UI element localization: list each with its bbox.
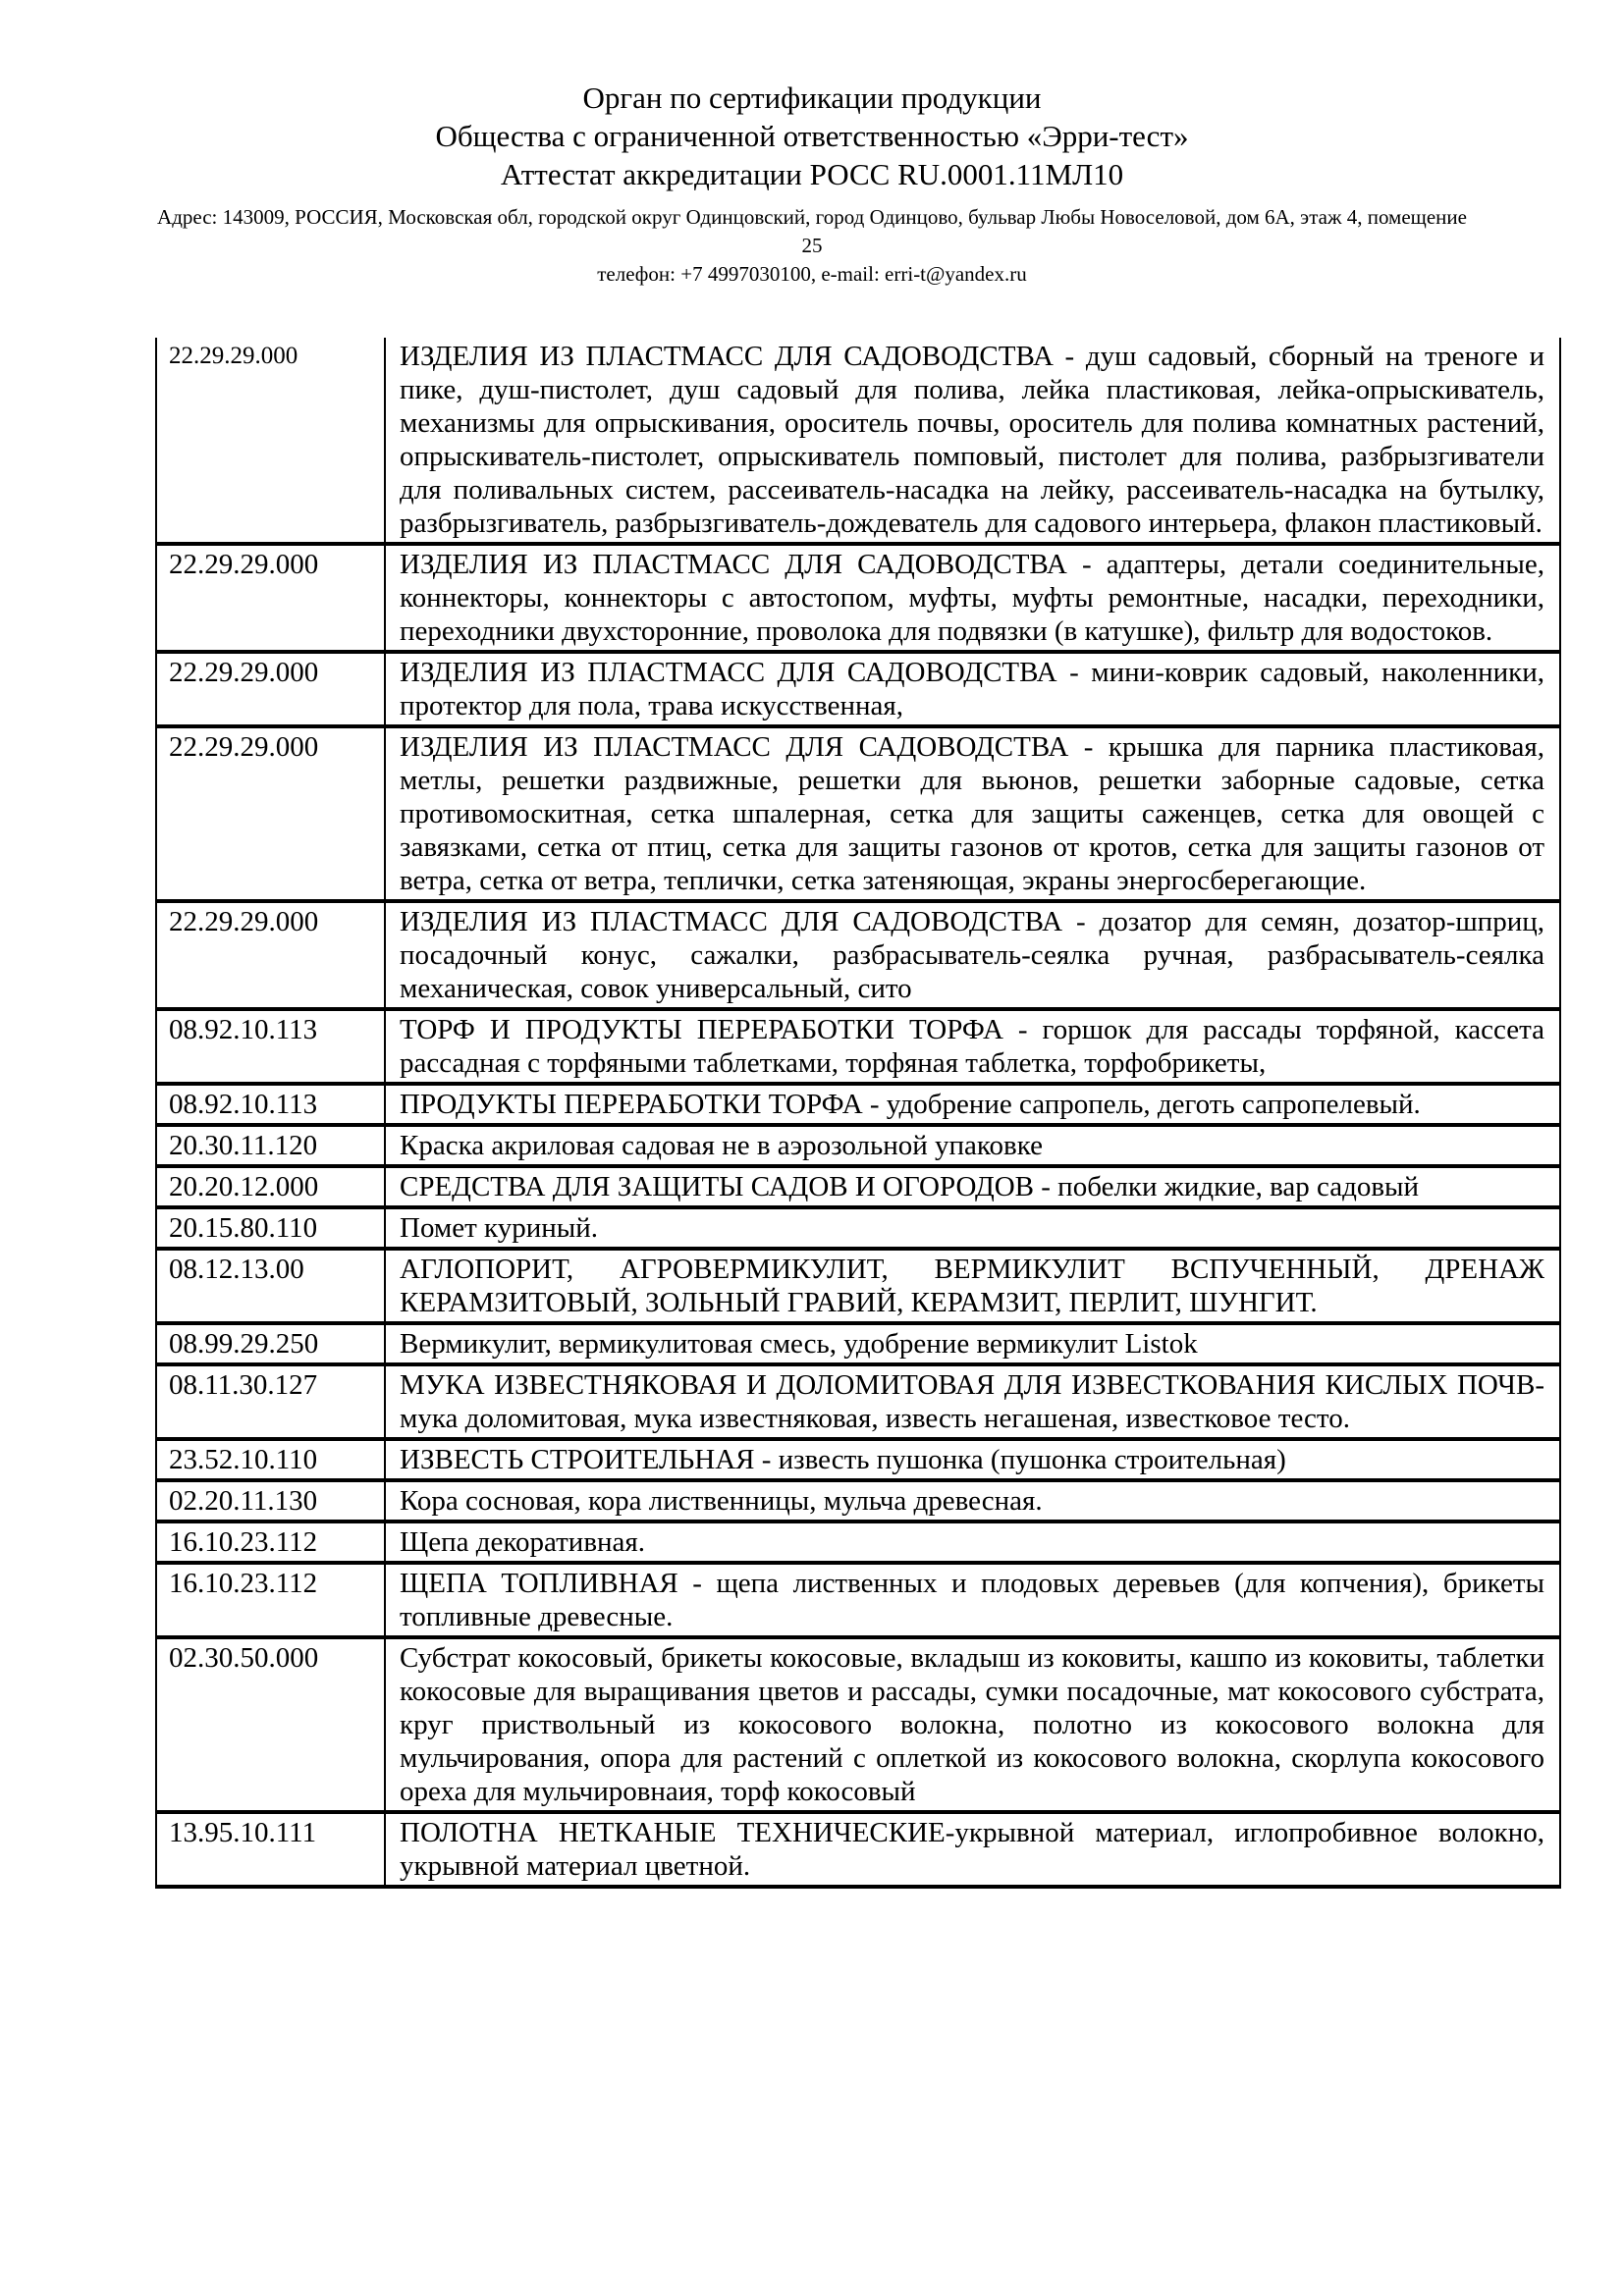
product-code-cell: 23.52.10.110 bbox=[155, 1441, 386, 1478]
table-row bbox=[155, 1247, 1561, 1321]
product-code-cell: 13.95.10.111 bbox=[155, 1814, 386, 1885]
table-row bbox=[155, 1635, 1561, 1810]
product-code-cell: 16.10.23.112 bbox=[155, 1565, 386, 1635]
product-code-cell: 20.15.80.110 bbox=[155, 1209, 386, 1247]
product-code-cell: 22.29.29.000 bbox=[155, 903, 386, 1007]
table-row bbox=[155, 1164, 1561, 1205]
header-org-name: Общества с ограниченной ответственностью «Эрри-тест» bbox=[435, 119, 1189, 153]
table-row bbox=[155, 724, 1561, 899]
table-row bbox=[155, 650, 1561, 724]
table-row bbox=[155, 1007, 1561, 1082]
product-description-cell: ПОЛОТНА НЕТКАНЫЕ ТЕХНИЧЕСКИЕ-укрывной материал, иглопробивное волокно, укрывной материал цветной. bbox=[386, 1814, 1561, 1885]
table-row bbox=[155, 1810, 1561, 1885]
product-code-cell: 22.29.29.000 bbox=[155, 546, 386, 650]
table-row bbox=[155, 1561, 1561, 1635]
table-row bbox=[155, 1478, 1561, 1520]
table-row bbox=[155, 1437, 1561, 1478]
product-description-cell: Щепа декоративная. bbox=[386, 1523, 1561, 1561]
table-row bbox=[155, 1520, 1561, 1561]
document-header bbox=[0, 79, 1624, 289]
product-code-cell: 22.29.29.000 bbox=[155, 338, 386, 542]
product-description-cell: ИЗДЕЛИЯ ИЗ ПЛАСТМАСС ДЛЯ САДОВОДСТВА - дозатор для семян, дозатор-шприц, посадочный конус, сажалки, разбрасыватель-сеялка ручная, разбрасыватель-сеялка механическая, совок универсальный, сито bbox=[386, 903, 1561, 1007]
product-description-cell: Вермикулит, вермикулитовая смесь, удобрение вермикулит Listok bbox=[386, 1325, 1561, 1362]
table-row bbox=[155, 1205, 1561, 1247]
table-row bbox=[155, 542, 1561, 650]
product-code-cell: 02.20.11.130 bbox=[155, 1482, 386, 1520]
product-code-cell: 20.20.12.000 bbox=[155, 1168, 386, 1205]
product-code-cell: 08.12.13.00 bbox=[155, 1251, 386, 1321]
product-description-cell: ИЗВЕСТЬ СТРОИТЕЛЬНАЯ - известь пушонка (пушонка строительная) bbox=[386, 1441, 1561, 1478]
table-row bbox=[155, 1362, 1561, 1437]
product-code-cell: 16.10.23.112 bbox=[155, 1523, 386, 1561]
header-address: Адрес: 143009, РОССИЯ, Московская обл, городской округ Одинцовский, город Одинцово, бульвар Любы Новоселовой, дом 6А, этаж 4, помещение 25 bbox=[157, 205, 1467, 257]
product-code-cell: 22.29.29.000 bbox=[155, 654, 386, 724]
product-description-cell: Помет куриный. bbox=[386, 1209, 1561, 1247]
product-description-cell: ИЗДЕЛИЯ ИЗ ПЛАСТМАСС ДЛЯ САДОВОДСТВА - крышка для парника пластиковая, метлы, решетки раздвижные, решетки для вьюнов, решетки заборные садовые, сетка противомоскитная, сетка шпалерная, сетка для защиты саженцев, сетка для овощей с завязками, сетка от птиц, сетка для защиты газонов от кротов, сетка для защиты газонов от ветра, сетка от ветра, теплички, сетка затеняющая, экраны энергосберегающие. bbox=[386, 728, 1561, 899]
product-code-cell: 08.92.10.113 bbox=[155, 1086, 386, 1123]
table-row bbox=[155, 1123, 1561, 1164]
product-description-cell: МУКА ИЗВЕСТНЯКОВАЯ И ДОЛОМИТОВАЯ ДЛЯ ИЗВЕСТКОВАНИЯ КИСЛЫХ ПОЧВ-мука доломитовая, мука известняковая, известь негашеная, известковое тесто. bbox=[386, 1366, 1561, 1437]
product-code-cell: 20.30.11.120 bbox=[155, 1127, 386, 1164]
header-org-type: Орган по сертификации продукции bbox=[582, 80, 1042, 115]
table-row bbox=[155, 1321, 1561, 1362]
product-description-cell: Субстрат кокосовый, брикеты кокосовые, вкладыш из коковиты, кашпо из коковиты, таблетки кокосовые для выращивания цветов и рассады, сумки посадочные, мат кокосового субстрата, круг приствольный из кокосового волокна, полотно из кокосового волокна для мульчирования, опора для растений с оплеткой из кокосового волокна, скорлупа кокосового ореха для мульчировнаия, торф кокосовый bbox=[386, 1639, 1561, 1810]
product-description-cell: Краска акриловая садовая не в аэрозольной упаковке bbox=[386, 1127, 1561, 1164]
header-contact-block bbox=[0, 203, 1624, 289]
product-code-cell: 08.92.10.113 bbox=[155, 1011, 386, 1082]
product-code-cell: 02.30.50.000 bbox=[155, 1639, 386, 1810]
product-description-cell: ТОРФ И ПРОДУКТЫ ПЕРЕРАБОТКИ ТОРФА - горшок для рассады торфяной, кассета рассадная с торфяными таблетками, торфяная таблетка, торфобрикеты, bbox=[386, 1011, 1561, 1082]
product-description-cell: ЩЕПА ТОПЛИВНАЯ - щепа лиственных и плодовых деревьев (для копчения), брикеты топливные древесные. bbox=[386, 1565, 1561, 1635]
product-description-cell: АГЛОПОРИТ, АГРОВЕРМИКУЛИТ, ВЕРМИКУЛИТ ВСПУЧЕННЫЙ, ДРЕНАЖ КЕРАМЗИТОВЫЙ, ЗОЛЬНЫЙ ГРАВИЙ, КЕРАМЗИТ, ПЕРЛИТ, ШУНГИТ. bbox=[386, 1251, 1561, 1321]
product-description-cell: ПРОДУКТЫ ПЕРЕРАБОТКИ ТОРФА - удобрение сапропель, деготь сапропелевый. bbox=[386, 1086, 1561, 1123]
header-accreditation-number: Аттестат аккредитации РОСС RU.0001.11МЛ10 bbox=[500, 157, 1124, 191]
product-description-cell: Кора сосновая, кора лиственницы, мульча древесная. bbox=[386, 1482, 1561, 1520]
product-code-cell: 08.11.30.127 bbox=[155, 1366, 386, 1437]
product-code-cell: 08.99.29.250 bbox=[155, 1325, 386, 1362]
table-row bbox=[155, 1082, 1561, 1123]
table-row bbox=[155, 338, 1561, 542]
product-description-cell: ИЗДЕЛИЯ ИЗ ПЛАСТМАСС ДЛЯ САДОВОДСТВА - душ садовый, сборный на треноге и пике, душ-пистолет, душ садовый для полива, лейка пластиковая, лейка-опрыскиватель, механизмы для опрыскивания, ороситель почвы, ороситель для полива комнатных растений, опрыскиватель-пистолет, опрыскиватель помповый, пистолет для полива, разбрызгиватели для поливальных систем, рассеиватель-насадка на лейку, рассеиватель-насадка на бутылку, разбрызгиватель, разбрызгиватель-дождеватель для садового интерьера, флакон пластиковый. bbox=[386, 338, 1561, 542]
product-table bbox=[155, 338, 1561, 1889]
table-row bbox=[155, 899, 1561, 1007]
product-code-cell: 22.29.29.000 bbox=[155, 728, 386, 899]
product-description-cell: ИЗДЕЛИЯ ИЗ ПЛАСТМАСС ДЛЯ САДОВОДСТВА - адаптеры, детали соединительные, коннекторы, коннекторы с автостопом, муфты, муфты ремонтные, насадки, переходники, переходники двухсторонние, проволока для подвязки (в катушке), фильтр для водостоков. bbox=[386, 546, 1561, 650]
product-description-cell: ИЗДЕЛИЯ ИЗ ПЛАСТМАСС ДЛЯ САДОВОДСТВА - мини-коврик садовый, наколенники, протектор для пола, трава искусственная, bbox=[386, 654, 1561, 724]
product-description-cell: СРЕДСТВА ДЛЯ ЗАЩИТЫ САДОВ И ОГОРОДОВ - побелки жидкие, вар садовый bbox=[386, 1168, 1561, 1205]
header-phone-email: телефон: +7 4997030100, e-mail: erri-t@yandex.ru bbox=[597, 262, 1027, 286]
